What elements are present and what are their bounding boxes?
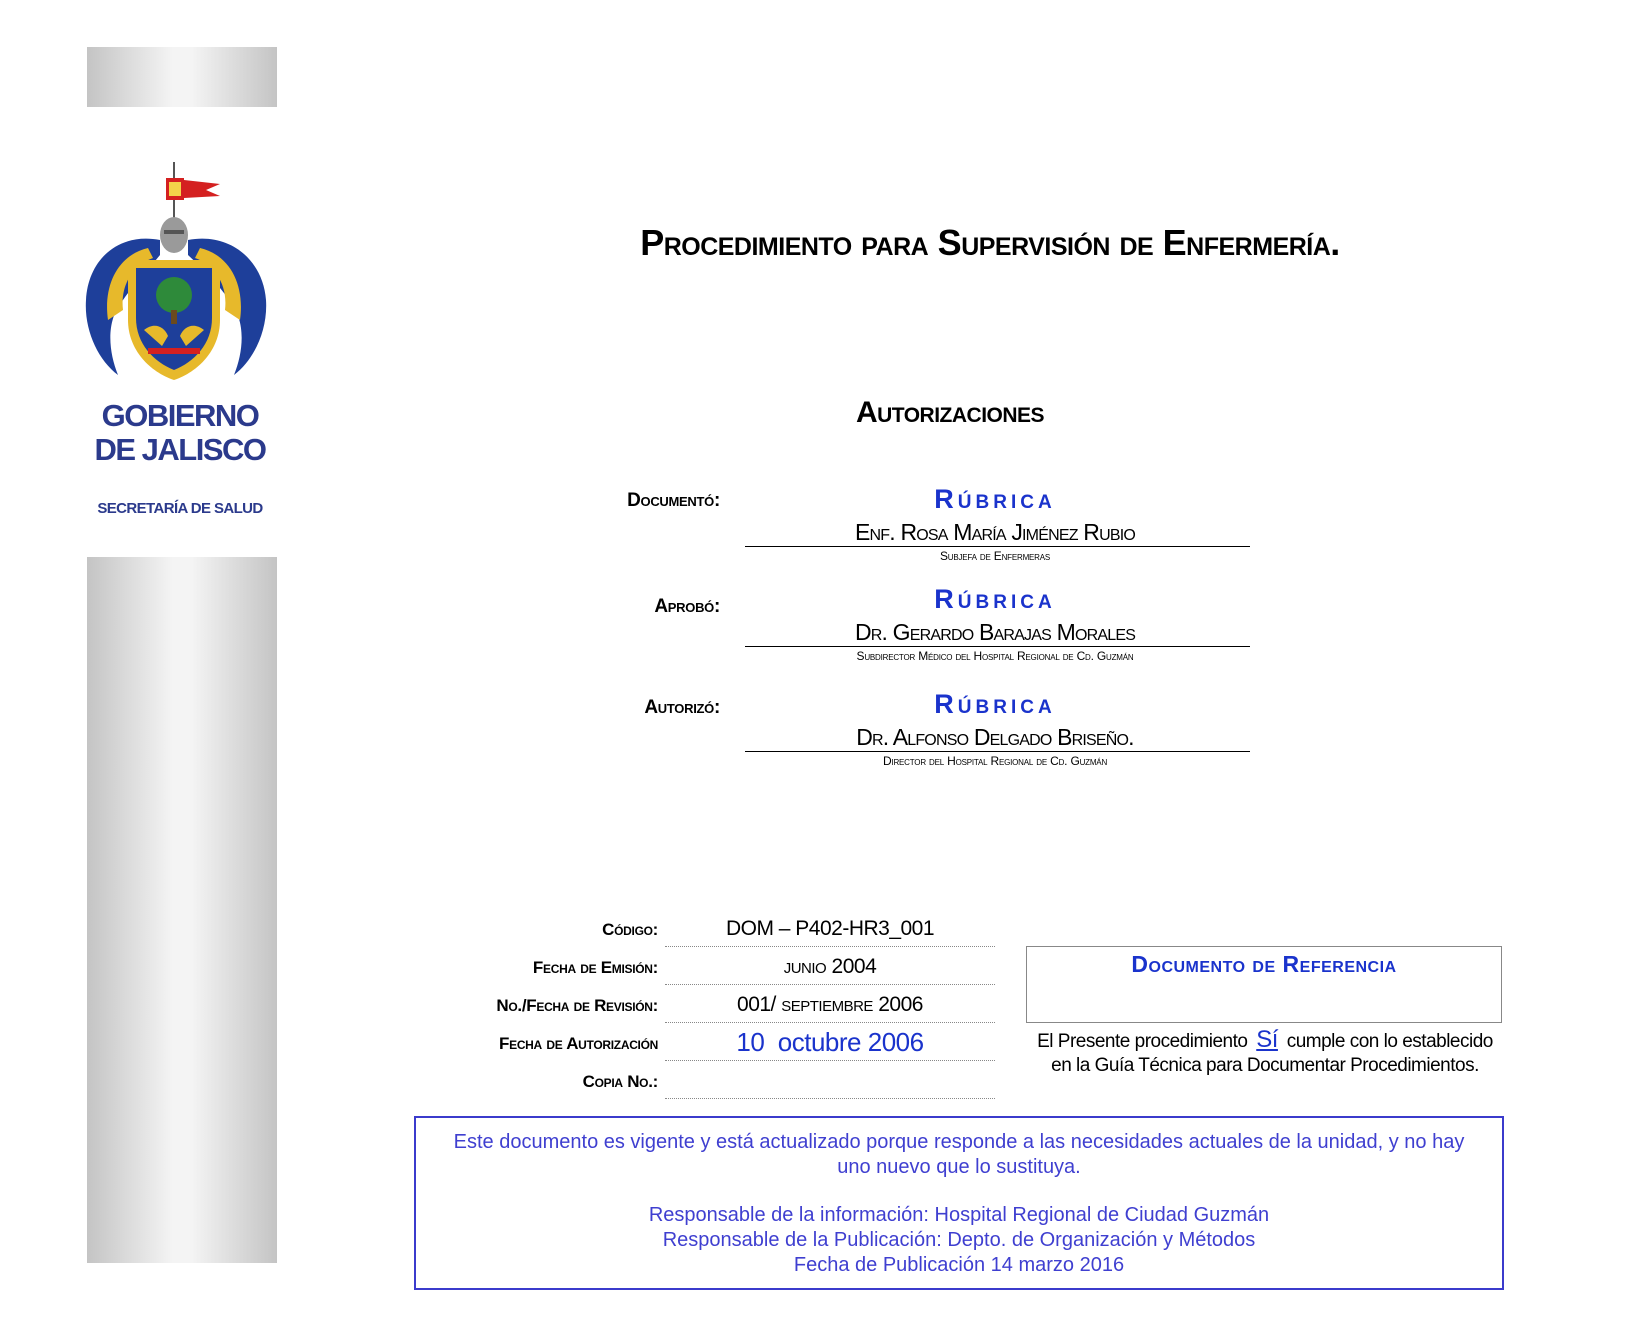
signature-rubrica: Rúbrica bbox=[934, 484, 1056, 514]
signer-name: Dr. Alfonso Delgado Briseño. bbox=[856, 724, 1134, 750]
field-divider bbox=[665, 946, 995, 947]
reference-text-after: cumple con lo establecido en la Guía Técnica para Documentar Procedimientos. bbox=[1051, 1031, 1493, 1076]
signature-role-aprobo: Aprobó: bbox=[654, 596, 720, 617]
logo-line-jalisco: DE JALISCO bbox=[94, 432, 266, 467]
field-label-autorizacion: Fecha de Autorización bbox=[499, 1034, 658, 1053]
notice-validity: Este documento es vigente y está actualizado porque responde a las necesidades actuales de la unidad, y no hay uno nuevo que lo sustituya. bbox=[453, 1131, 1465, 1178]
signature-role-documento: Documentó: bbox=[627, 490, 720, 511]
field-value-autorizacion: 10 octubre 2006 bbox=[736, 1027, 924, 1057]
field-label-copia: Copia No.: bbox=[582, 1072, 658, 1091]
field-divider bbox=[665, 1098, 995, 1099]
signer-name: Enf. Rosa María Jiménez Rubio bbox=[855, 519, 1135, 545]
decorative-bar-side bbox=[87, 557, 277, 1263]
reference-statement bbox=[1030, 1028, 1500, 1078]
field-value-emision: junio 2004 bbox=[783, 955, 877, 978]
signature-role-autorizo: Autorizó: bbox=[644, 697, 720, 718]
field-divider bbox=[665, 984, 995, 985]
signature-line bbox=[745, 751, 1250, 752]
field-value-codigo: DOM – P402-HR3_001 bbox=[725, 917, 935, 940]
signature-rubrica: Rúbrica bbox=[934, 689, 1056, 719]
field-value-revision: 001/ septiembre 2006 bbox=[737, 993, 923, 1016]
signature-line bbox=[745, 646, 1250, 647]
signer-position: Subdirector Médico del Hospital Regional de Cd. Guzmán bbox=[856, 649, 1134, 663]
notice-info-responsible: Responsable de la información: Hospital Regional de Ciudad Guzmán bbox=[648, 1204, 1270, 1226]
notice-publication-date: Fecha de Publicación 14 marzo 2016 bbox=[793, 1254, 1125, 1276]
logo-department: SECRETARÍA DE SALUD bbox=[97, 500, 263, 517]
field-label-revision: No./Fecha de Revisión: bbox=[496, 996, 658, 1015]
reference-answer: Sí bbox=[1256, 1026, 1278, 1053]
reference-title: Documento de Referencia bbox=[1131, 951, 1397, 977]
notice-publication-responsible: Responsable de la Publicación: Depto. de Organización y Métodos bbox=[662, 1229, 1256, 1251]
field-label-emision: Fecha de Emisión: bbox=[532, 958, 658, 977]
signer-position: Director del Hospital Regional de Cd. Guzmán bbox=[882, 754, 1108, 768]
signer-name: Dr. Gerardo Barajas Morales bbox=[854, 619, 1136, 645]
page-title: Procedimiento para Supervisión de Enfermería. bbox=[640, 222, 1340, 263]
signature-rubrica: Rúbrica bbox=[934, 584, 1056, 614]
field-label-codigo: Código: bbox=[602, 920, 658, 939]
reference-text-before: El Presente procedimiento bbox=[1037, 1031, 1253, 1052]
logo-line-gobierno: GOBIERNO bbox=[101, 398, 259, 433]
decorative-bar-top bbox=[87, 47, 277, 107]
signer-position: Subjefa de Enfermeras bbox=[939, 549, 1051, 563]
section-title: Autorizaciones bbox=[855, 396, 1045, 429]
signature-line bbox=[745, 546, 1250, 547]
coat-of-arms-icon bbox=[78, 160, 278, 395]
field-divider bbox=[665, 1022, 995, 1023]
field-divider bbox=[665, 1060, 995, 1061]
